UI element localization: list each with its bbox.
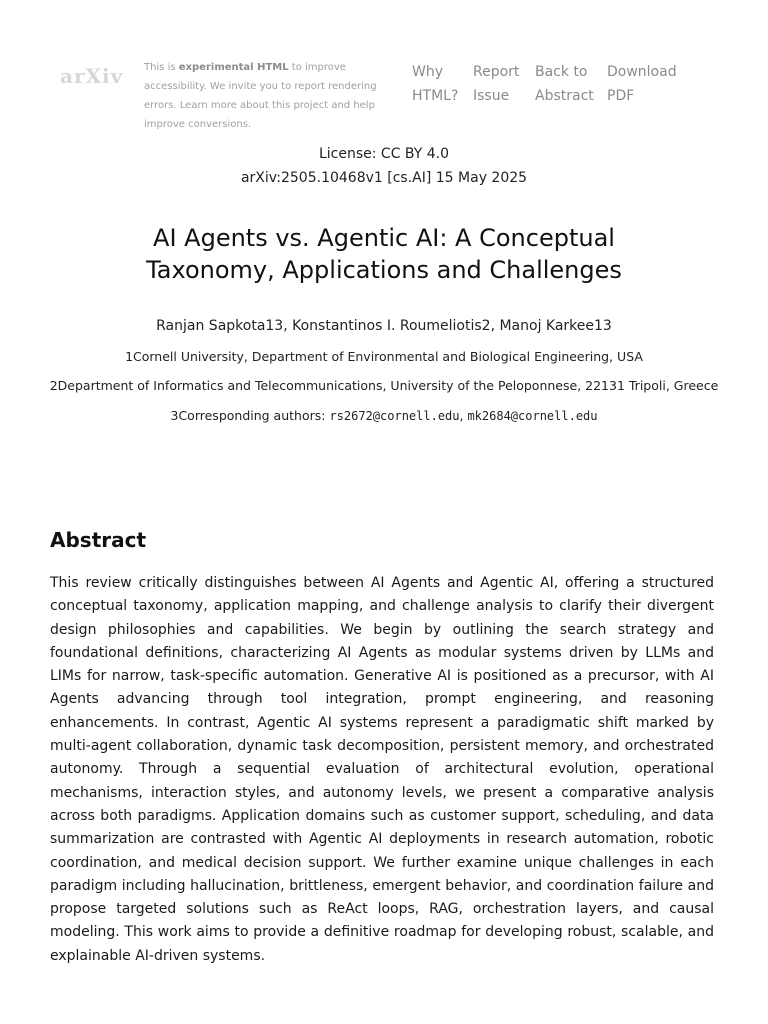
report-issue-link-line1: Report	[473, 64, 520, 80]
corresponding-authors	[0, 407, 768, 425]
email-link-karkee[interactable]: mk2684@cornell.edu	[467, 409, 598, 423]
corresponding-authors-label: 3Corresponding authors:	[170, 408, 330, 423]
download-pdf-link[interactable]	[607, 60, 677, 108]
email-separator: ,	[459, 408, 468, 423]
experimental-html-banner	[60, 56, 720, 130]
paper-title-line1: AI Agents vs. Agentic AI: A Conceptual	[153, 224, 615, 252]
back-to-abstract-link-line1: Back to	[535, 64, 588, 80]
arxiv-logo[interactable]: arXiv	[60, 64, 124, 88]
why-html-link-line2: HTML?	[412, 88, 459, 104]
email-link-sapkota[interactable]: rs2672@cornell.edu	[329, 409, 460, 423]
banner-message-suffix: to improve accessibility. We invite you to report rendering errors. Learn more about this project and help improve conversions.	[144, 62, 377, 130]
why-html-link-line1: Why	[412, 64, 444, 80]
paper-title	[0, 222, 768, 286]
back-to-abstract-link[interactable]	[535, 60, 594, 108]
download-pdf-link-line1: Download	[607, 64, 677, 80]
abstract-heading: Abstract	[50, 528, 147, 552]
affiliation-1: 1Cornell University, Department of Environmental and Biological Engineering, USA	[125, 349, 643, 364]
why-html-link[interactable]	[412, 60, 458, 108]
affiliation-2: 2Department of Informatics and Telecommunications, University of the Peloponnese, 22131 Tripoli, Greece	[49, 378, 719, 393]
arxiv-identifier: arXiv:2505.10468v1 [cs.AI] 15 May 2025	[240, 170, 528, 186]
report-issue-link[interactable]	[473, 60, 519, 108]
banner-message-prefix: This is	[144, 62, 179, 73]
report-issue-link-line2: Issue	[473, 88, 510, 104]
abstract-text: This review critically distinguishes between AI Agents and Agentic AI, offering a structured conceptual taxonomy, application mapping, and challenge analysis to clarify their divergent design philosophies and capabilities. We begin by outlining the search strategy and foundational definitions, characterizing AI Agents as modular systems driven by LLMs and LIMs for narrow, task-specific automation. Generative AI is positioned as a precursor, with AI Agents advancing through tool integration, prompt engineering, and reasoning enhancements. In contrast, Agentic AI systems represent a paradigmatic shift marked by multi-agent collaboration, dynamic task decomposition, persistent memory, and orchestrated autonomy. Through a sequential evaluation of architectural evolution, operational mechanisms, interaction styles, and autonomy levels, we present a comparative analysis across both paradigms. Application domains such as customer support, scheduling, and data summarization are contrasted with Agentic AI deployments in research automation, robotic coordination, and medical decision support. We further examine unique challenges in each paradigm including hallucination, brittleness, emergent behavior, and coordination failure and propose targeted solutions such as ReAct loops, RAG, orchestration layers, and causal modeling. This work aims to provide a definitive roadmap for developing robust, scalable, and explainable AI-driven systems.	[50, 575, 714, 964]
author-list: Ranjan Sapkota13, Konstantinos I. Roumeliotis2, Manoj Karkee13	[156, 318, 612, 334]
license-line: License: CC BY 4.0	[318, 146, 450, 162]
download-pdf-link-line2: PDF	[607, 88, 635, 104]
paper-title-line2: Taxonomy, Applications and Challenges	[146, 256, 622, 284]
banner-message-bold: experimental HTML	[178, 62, 289, 73]
back-to-abstract-link-line2: Abstract	[535, 88, 594, 104]
banner-message	[144, 58, 400, 134]
